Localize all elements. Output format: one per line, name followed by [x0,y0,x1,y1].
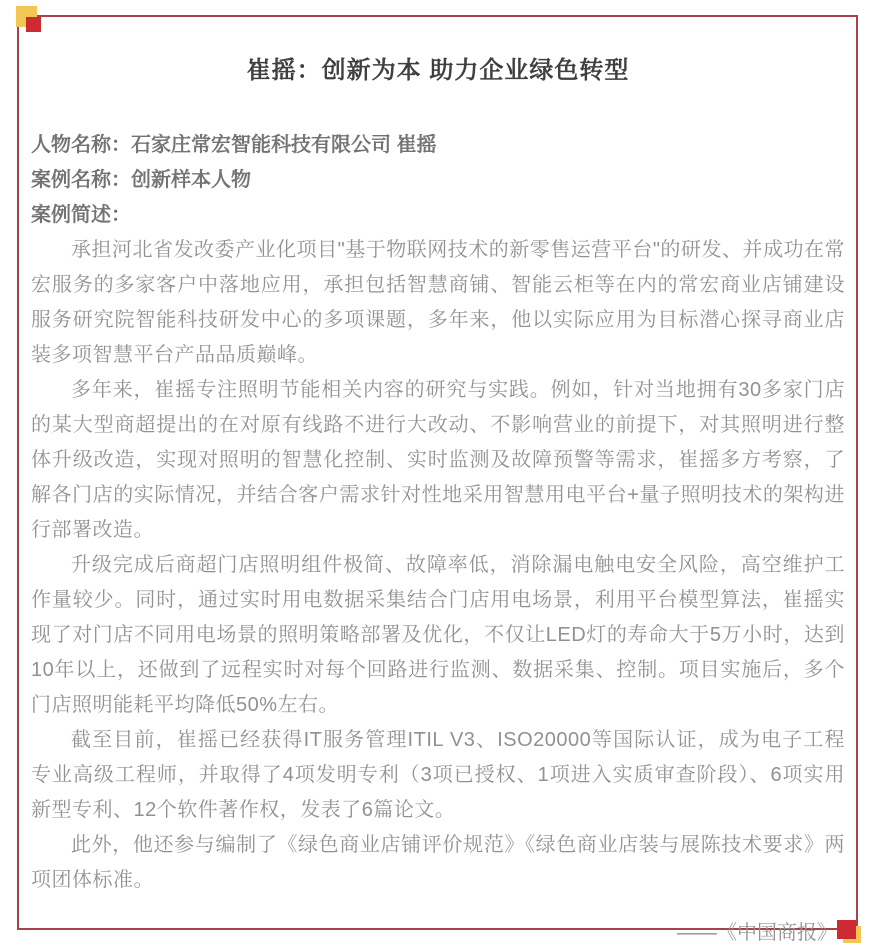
article-title: 崔摇：创新为本 助力企业绿色转型 [246,57,630,84]
paragraph-5: 此外，他还参与编制了《绿色商业店铺评价规范》《绿色商业店装与展陈技术要求》两项团体标准。 [31,834,845,891]
paragraph-1: 承担河北省发改委产业化项目"基于物联网技术的新零售运营平台"的研发、并成功在常宏服务的多家客户中落地应用，承担包括智慧商铺、智能云柜等在内的常宏商业店铺建设服务研究院智能科技研发中心的多项课题，多年来，他以实际应用为目标潜心探寻商业店装多项智慧平台产品品质巅峰。 [31,239,845,366]
paragraph-3: 升级完成后商超门店照明组件极简、故障率低，消除漏电触电安全风险，高空维护工作量较少。同时，通过实时用电数据采集结合门店用电场景，利用平台模型算法，崔摇实现了对门店不同用电场景的照明策略部署及优化，不仅让LED灯的寿命大于5万小时，达到10年以上，还做到了远程实时对每个回路进行监测、数据采集、控制。项目实施后，多个门店照明能耗平均降低50%左右。 [31,554,845,716]
meta-line-case-summary-label: 案例简述： [31,204,131,226]
meta-line-case-name: 案例名称：创新样本人物 [31,169,251,191]
article-body [31,233,845,898]
article-content [31,0,845,951]
source-attribution: ——《中国商报》 [677,922,837,944]
meta-line-person-name: 人物名称：石家庄常宏智能科技有限公司 崔摇 [31,134,437,156]
paragraph-4: 截至目前，崔摇已经获得IT服务管理ITIL V3、ISO20000等国际认证，成为电子工程专业高级工程师，并取得了4项发明专利（3项已授权、1项进入实质审查阶段）、6项实用新型专利、12个软件著作权，发表了6篇论文。 [31,729,845,821]
article-meta [31,128,845,233]
paragraph-2: 多年来，崔摇专注照明节能相关内容的研究与实践。例如，针对当地拥有30多家门店的某大型商超提出的在对原有线路不进行大改动、不影响营业的前提下，对其照明进行整体升级改造，实现对照明的智慧化控制、实时监测及故障预警等需求，崔摇多方考察，了解各门店的实际情况，并结合客户需求针对性地采用智慧用电平台+量子照明技术的架构进行部署改造。 [31,379,845,541]
